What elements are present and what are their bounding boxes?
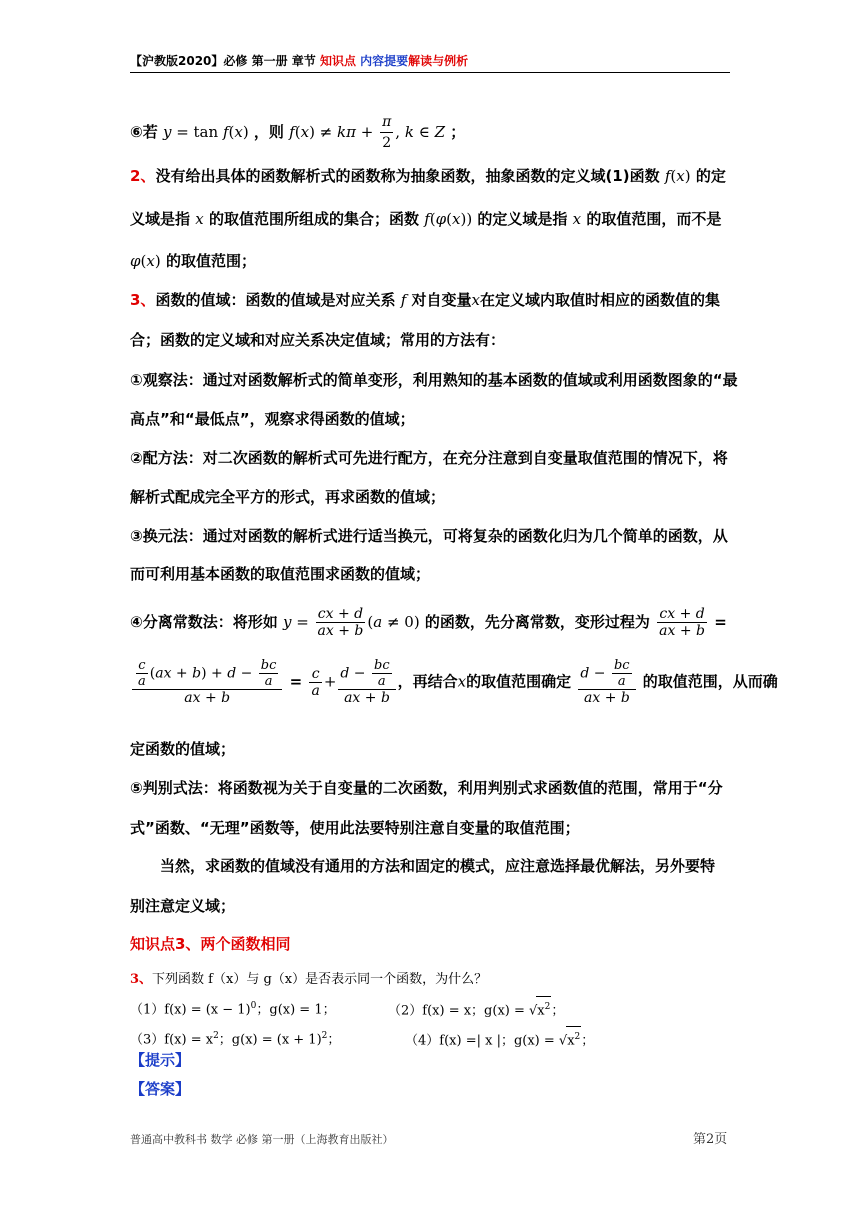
method-1-line1: ①观察法：通过对函数解析式的简单变形，利用熟知的基本函数的值域或利用函数图象的“最 xyxy=(130,371,738,389)
question-number: 3、 xyxy=(130,972,153,987)
p2-text-1a: 没有给出具体的函数解析式的函数称为抽象函数，抽象函数的定义域(1)函数 xyxy=(155,167,660,185)
footer-left: 普通高中教科书 数学 必修 第一册（上海教育出版社） xyxy=(130,1133,394,1146)
method4-equals-2: = xyxy=(289,672,303,691)
p3-line2: 合；函数的定义域和对应关系决定值域；常用的方法有： xyxy=(130,331,506,349)
p3-text-1a: 函数的值域：函数的值域是对应关系 xyxy=(155,291,396,309)
answer-label: 【答案】 xyxy=(130,1080,191,1098)
hint-label: 【提示】 xyxy=(130,1051,191,1069)
footer-page-number: 第2页 xyxy=(693,1132,728,1147)
question-choice-1: $(1)f(x) = (x - 1)^0$；g(x) = 1； xyxy=(130,1001,336,1018)
method4-equals-1: = xyxy=(714,613,727,631)
p2-text-2b: 的取值范围所组成的集合；函数 xyxy=(208,210,419,228)
p2-line3: φ(x) 的取值范围； xyxy=(130,252,256,270)
header-highlight-blue: 内容提要 xyxy=(355,54,409,68)
method4-text-e: ，再结合 xyxy=(397,672,458,691)
p2-text-2d: 的取值范围，而不是 xyxy=(586,210,722,228)
question-stem-text: 下列函数 f（x）与 g（x）是否表示同一个函数，为什么？ xyxy=(152,972,488,987)
p3-number: 3、 xyxy=(130,291,156,309)
item6-prefix: ⑥若 xyxy=(130,123,158,141)
header-highlight-red-2: 解读与例析 xyxy=(408,54,469,68)
method-3-line2: 而可利用基本函数的取值范围求函数的值域； xyxy=(130,565,431,583)
p2-text-1b: 的定 xyxy=(695,167,726,185)
p3-line1: 3、函数的值域：函数的值域是对应关系 f 对自变量x在定义域内取值时相应的函数值的集 xyxy=(130,291,720,309)
item6-mid: ，则 xyxy=(253,123,284,141)
p2-line1: 2、没有给出具体的函数解析式的函数称为抽象函数，抽象函数的定义域(1)函数 f(x) 的定 xyxy=(130,167,726,185)
method-3-line1: ③换元法：通过对函数的解析式进行适当换元，可将复杂的函数化归为几个简单的函数，从 xyxy=(130,527,728,545)
question-stem xyxy=(130,970,487,990)
page-header xyxy=(130,52,468,69)
closing-line1: 当然，求函数的值域没有通用的方法和固定的模式，应注意选择最优解法，另外要特 xyxy=(160,857,716,875)
method-2-line1: ②配方法：对二次函数的解析式可先进行配方，在充分注意到自变量取值范围的情况下，将 xyxy=(130,449,728,467)
item-6: ⑥若 y = tan f(x) ，则 f(x) ≠ kπ + $\frac{\pi}{2}$ , k ∈ Z ； xyxy=(130,114,466,151)
question-choice-2: （2）f(x) = x；$g(x) = √x^2$； xyxy=(388,996,564,1021)
p2-number: 2、 xyxy=(130,167,156,185)
method-5-line2: 式”函数、“无理”函数等，使用此法要特别注意自变量的取值范围； xyxy=(130,819,580,837)
p2-text-3: 的取值范围； xyxy=(165,252,256,270)
method-1-line2: 高点”和“最低点”，观察求得函数的值域； xyxy=(130,410,415,428)
knowledge-point-3-title: 知识点3、两个函数相同 xyxy=(130,935,291,953)
method4-text-a: ④分离常数法：将形如 xyxy=(130,613,278,631)
choice-4-label: （4） xyxy=(405,1033,440,1049)
method4-text-f: 的取值范围确定 xyxy=(466,672,572,691)
header-divider xyxy=(130,72,730,73)
choice-2-label: （2） xyxy=(388,1003,423,1019)
p2-text-2a: 义域是指 xyxy=(130,210,191,228)
p2-text-2c: 的定义域是指 xyxy=(477,210,568,228)
question-choice-4: （4）f(x) =| x |；$g(x) = √x^2$； xyxy=(405,1026,594,1051)
p2-line2: 义域是指 x 的取值范围所组成的集合；函数 f(φ(x)) 的定义域是指 x 的取值范围，而不是 xyxy=(130,210,722,228)
header-text: 【沪教版2020】必修 第一册 章节 xyxy=(130,54,320,68)
question-choice-3: $(3)f(x) = x^2$；$g(x) = (x + 1)^2$； xyxy=(130,1031,341,1048)
choice-1-label: （1） xyxy=(130,1002,165,1018)
method-5-line1: ⑤判别式法：将函数视为关于自变量的二次函数，利用判别式求函数值的范围，常用于“分 xyxy=(130,779,723,797)
header-highlight-red: 知识点 xyxy=(319,54,356,68)
method-4-line3: 定函数的值域； xyxy=(130,740,236,758)
p3-text-1c: 在定义域内取值时相应的函数值的集 xyxy=(479,291,720,309)
method-2-line2: 解析式配成完全平方的形式，再求函数的值域； xyxy=(130,488,446,506)
p3-text-1b: 对自变量 xyxy=(411,291,472,309)
choice-3-label: （3） xyxy=(130,1032,165,1048)
closing-line2: 别注意定义域； xyxy=(130,897,236,915)
item6-end: ； xyxy=(450,123,466,141)
method4-text-b: 的函数，先分离常数，变形过程为 xyxy=(424,613,650,631)
method-4-line1: ④分离常数法：将形如 y = $\frac{cx + d}{ax + b}$ (a ≠ 0) 的函数，先分离常数，变形过程为 $\frac{cx + d}{ax + b}$ = xyxy=(130,606,727,639)
method-4-line2: $\frac{c}{a}$ (ax + b) + d − $\frac{bc}{a}$ ax + b = $\frac{c}{a}$ + d − $\frac{bc}{a}$ ax + b ，再结合x的取值范围确定 d − $\frac{bc}{a}$ ax + b 的取值范围，从而确 xyxy=(130,658,778,706)
method4-text-g: 的取值范围，从而确 xyxy=(642,672,778,691)
